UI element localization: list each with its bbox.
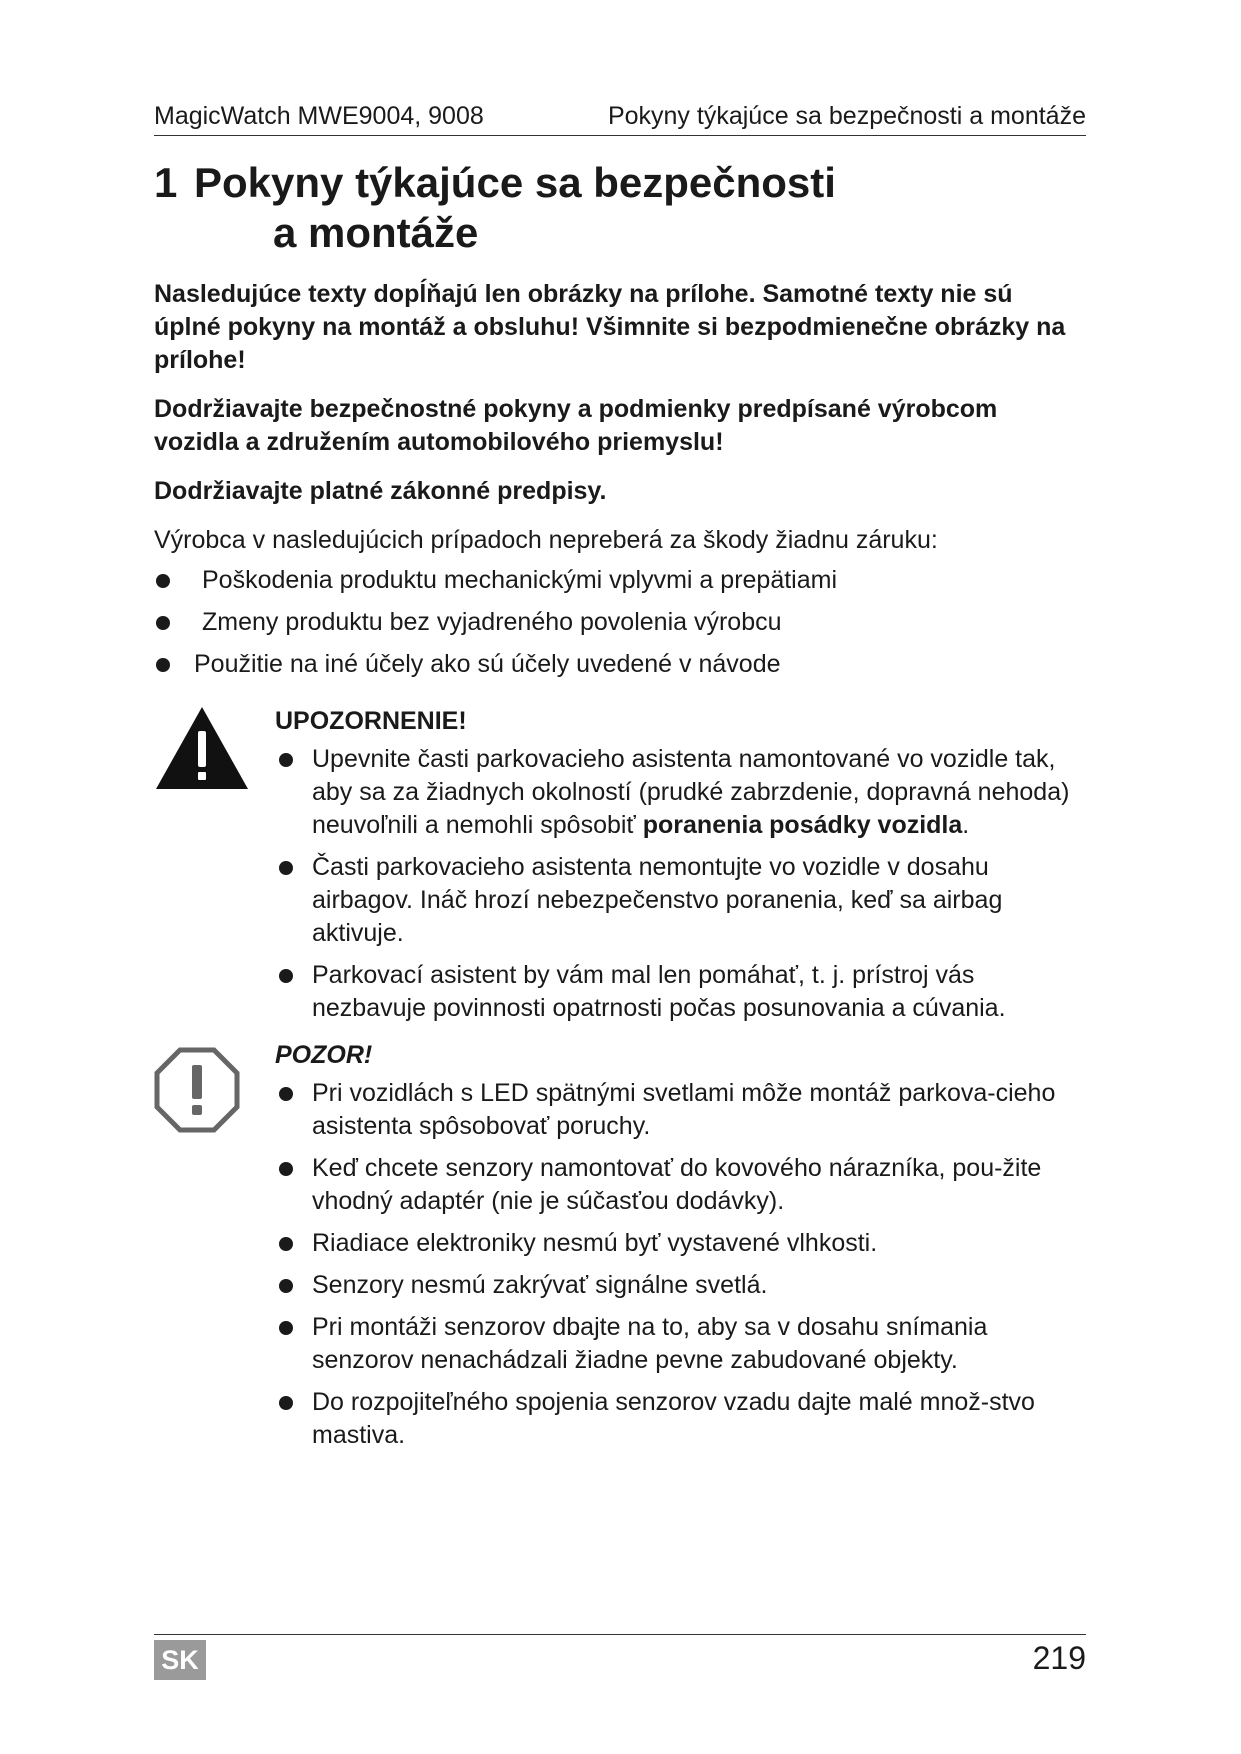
list-item: Časti parkovacieho asistenta nemontujte vo vozidle v dosahu airbagov. Ináč hrozí nebezpečenstvo poranenia, keď sa airbag aktivuje. — [275, 851, 1086, 950]
caution-octagon-icon — [154, 1047, 240, 1133]
bullet-icon — [279, 861, 293, 875]
warning-block — [154, 705, 1086, 1025]
chapter-number: 1 — [154, 159, 178, 206]
caution-list — [275, 1077, 1086, 1452]
intro-paragraph-2: Dodržiavajte bezpečnostné pokyny a podmienky predpísané výrobcom vozidla a združením automobilového priemyslu! — [154, 395, 998, 456]
warning-title: UPOZORNENIE! — [275, 707, 467, 735]
warning-list — [275, 743, 1086, 1025]
list-item: Pri vozidlách s LED spätnými svetlami môže montáž parkova-cieho asistenta spôsobovať poruchy. — [275, 1077, 1086, 1143]
chapter-title-line1: Pokyny týkajúce sa bezpečnosti — [194, 159, 836, 206]
footer-divider — [154, 1634, 1086, 1635]
bullet-icon — [279, 1321, 293, 1335]
bullet-icon — [156, 658, 170, 672]
liability-list — [154, 564, 1086, 681]
list-item: Parkovací asistent by vám mal len pomáhať, t. j. prístroj vás nezbavuje povinnosti opatrnosti počas posunovania a cúvania. — [275, 959, 1086, 1025]
caution-block — [154, 1039, 1086, 1452]
bullet-icon — [156, 574, 170, 588]
bullet-icon — [279, 969, 293, 983]
bullet-icon — [279, 1279, 293, 1293]
header-product: MagicWatch MWE9004, 9008 — [154, 102, 484, 130]
intro-paragraph-1: Nasledujúce texty dopĺňajú len obrázky na prílohe. Samotné texty nie sú úplné pokyny na montáž a obsluhu! Všimnite si bezpodmienečne obrázky na prílohe! — [154, 280, 1066, 374]
language-tab: SK — [154, 1640, 206, 1680]
running-header — [154, 101, 1086, 136]
bullet-icon — [279, 1087, 293, 1101]
header-section: Pokyny týkajúce sa bezpečnosti a montáže — [607, 102, 1086, 130]
bullet-icon — [279, 753, 293, 767]
caution-title: POZOR! — [275, 1041, 373, 1069]
chapter-title — [154, 158, 836, 258]
list-item: Použitie na iné účely ako sú účely uvedené v návode — [154, 648, 1086, 681]
list-item: Riadiace elektroniky nesmú byť vystavené vlhkosti. — [275, 1227, 1086, 1260]
chapter-title-line2: a montáže — [273, 209, 479, 256]
page — [154, 0, 1086, 1754]
list-item: Keď chcete senzory namontovať do kovového nárazníka, pou-žite vhodný adaptér (nie je súčasťou dodávky). — [275, 1152, 1086, 1218]
bullet-icon — [279, 1162, 293, 1176]
list-item: Poškodenia produktu mechanickými vplyvmi a prepätiami — [154, 564, 1086, 597]
list-item: Zmeny produktu bez vyjadreného povolenia výrobcu — [154, 606, 1086, 639]
list-item: Upevnite časti parkovacieho asistenta namontované vo vozidle tak, aby sa za žiadnych okolností (prudké zabrzdenie, dopravná nehoda) neuvoľnili a nemohli spôsobiť poranenia posádky vozidla. — [275, 743, 1086, 842]
warning-triangle-icon — [154, 705, 250, 791]
intro-paragraph-4: Výrobca v nasledujúcich prípadoch nepreberá za škody žiadnu záruku: — [154, 526, 938, 554]
emphasis: poranenia posádky vozidla — [642, 811, 963, 839]
bullet-icon — [279, 1237, 293, 1251]
list-item: Do rozpojiteľného spojenia senzorov vzadu dajte malé množ-stvo mastiva. — [275, 1386, 1086, 1452]
bullet-icon — [279, 1396, 293, 1410]
list-item: Pri montáži senzorov dbajte na to, aby sa v dosahu snímania senzorov nenachádzali žiadne pevne zabudované objekty. — [275, 1311, 1086, 1377]
bullet-icon — [156, 616, 170, 630]
list-item: Senzory nesmú zakrývať signálne svetlá. — [275, 1269, 1086, 1302]
content — [154, 278, 1086, 1461]
page-number: 219 — [1032, 1640, 1086, 1676]
intro-paragraph-3: Dodržiavajte platné zákonné predpisy. — [154, 477, 607, 505]
